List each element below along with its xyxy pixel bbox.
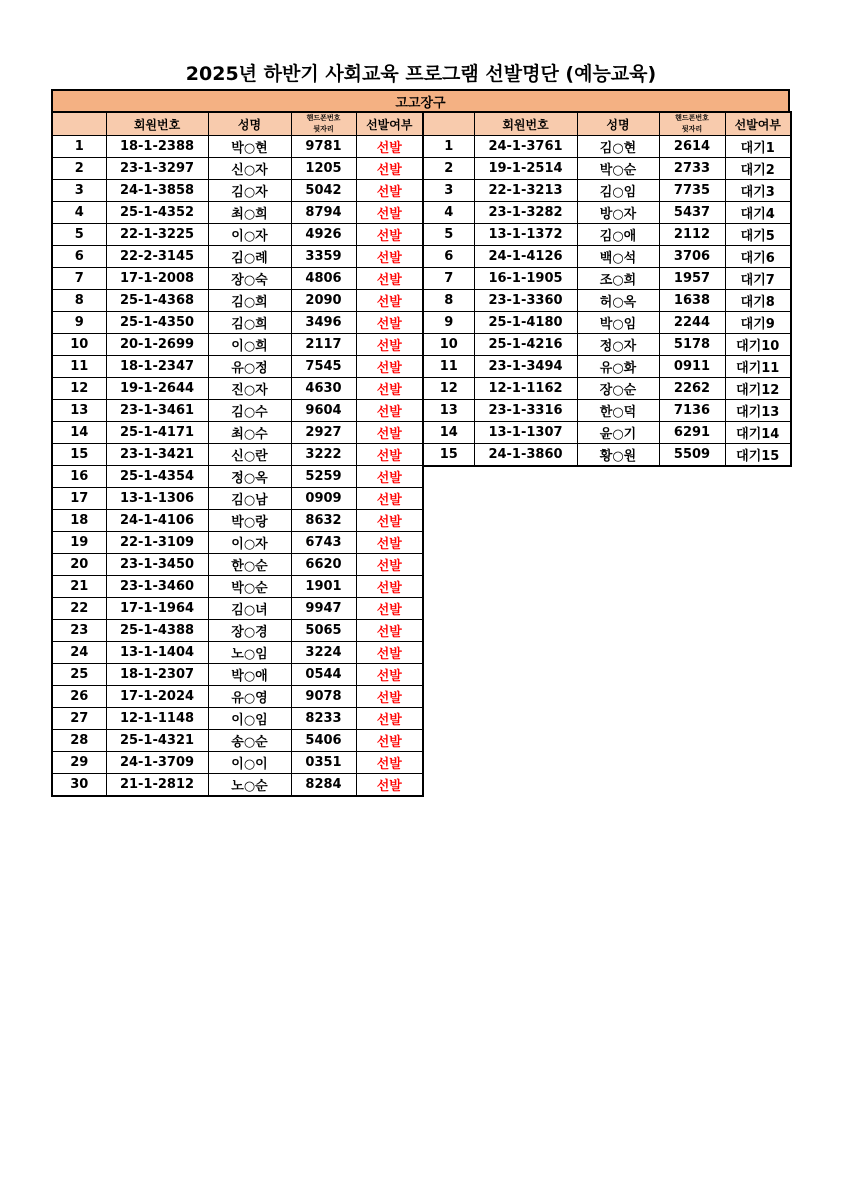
row-no: 27 — [52, 708, 106, 730]
selection-status: 선발 — [356, 620, 423, 642]
page-title: 2025년 하반기 사회교육 프로그램 선발명단 (예능교육) — [185, 63, 657, 85]
selection-status: 선발 — [356, 576, 423, 598]
selection-status: 선발 — [356, 400, 423, 422]
member-name: 노○순 — [208, 774, 291, 797]
member-number: 22-2-3145 — [106, 246, 208, 268]
selection-status: 선발 — [356, 356, 423, 378]
member-number: 25-1-4216 — [474, 334, 577, 356]
selection-status: 대기3 — [725, 180, 791, 202]
table-row — [52, 642, 423, 664]
member-number: 16-1-1905 — [474, 268, 577, 290]
row-no: 4 — [52, 202, 106, 224]
table-row — [423, 290, 791, 312]
phone-last-digits: 9947 — [291, 598, 356, 620]
selection-status: 선발 — [356, 642, 423, 664]
phone-last-digits: 0351 — [291, 752, 356, 774]
selection-status: 선발 — [356, 532, 423, 554]
waiting-rows — [423, 136, 791, 467]
selection-status: 선발 — [356, 378, 423, 400]
region-name: 고고장구 — [52, 90, 789, 113]
selection-status: 선발 — [356, 136, 423, 158]
member-name: 이○자 — [208, 224, 291, 246]
table-row — [423, 356, 791, 378]
member-number: 18-1-2347 — [106, 356, 208, 378]
member-number: 25-1-4352 — [106, 202, 208, 224]
member-name: 김○애 — [577, 224, 659, 246]
table-row — [52, 356, 423, 378]
table-row — [52, 664, 423, 686]
row-no: 12 — [423, 378, 474, 400]
phone-last-digits: 3359 — [291, 246, 356, 268]
member-name: 윤○기 — [577, 422, 659, 444]
table-header-row — [423, 112, 791, 136]
table-row — [423, 378, 791, 400]
header-status: 선발여부 — [356, 112, 423, 136]
row-no: 25 — [52, 664, 106, 686]
row-no: 19 — [52, 532, 106, 554]
table-row — [423, 202, 791, 224]
phone-last-digits: 7136 — [659, 400, 725, 422]
row-no: 7 — [52, 268, 106, 290]
phone-last-digits: 8284 — [291, 774, 356, 797]
member-name: 이○자 — [208, 532, 291, 554]
member-name: 조○희 — [577, 268, 659, 290]
selection-status: 대기8 — [725, 290, 791, 312]
member-number: 25-1-4354 — [106, 466, 208, 488]
row-no: 4 — [423, 202, 474, 224]
member-number: 20-1-2699 — [106, 334, 208, 356]
selection-status: 대기6 — [725, 246, 791, 268]
member-number: 22-1-3225 — [106, 224, 208, 246]
selection-status: 선발 — [356, 246, 423, 268]
header-name: 성명 — [208, 112, 291, 136]
table-row — [423, 400, 791, 422]
row-no: 30 — [52, 774, 106, 797]
table-row — [52, 532, 423, 554]
row-no: 15 — [423, 444, 474, 467]
table-row — [52, 334, 423, 356]
table-row — [52, 202, 423, 224]
member-number: 18-1-2388 — [106, 136, 208, 158]
member-name: 신○자 — [208, 158, 291, 180]
row-no: 2 — [423, 158, 474, 180]
row-no: 12 — [52, 378, 106, 400]
phone-last-digits: 9604 — [291, 400, 356, 422]
member-name: 유○영 — [208, 686, 291, 708]
table-row — [423, 136, 791, 158]
member-name: 장○순 — [577, 378, 659, 400]
member-number: 17-1-2008 — [106, 268, 208, 290]
phone-last-digits: 2733 — [659, 158, 725, 180]
member-number: 23-1-3297 — [106, 158, 208, 180]
member-number: 13-1-1307 — [474, 422, 577, 444]
row-no: 11 — [423, 356, 474, 378]
member-number: 24-1-4106 — [106, 510, 208, 532]
row-no: 10 — [423, 334, 474, 356]
table-row — [52, 158, 423, 180]
phone-last-digits: 0909 — [291, 488, 356, 510]
member-number: 13-1-1372 — [474, 224, 577, 246]
phone-last-digits: 3706 — [659, 246, 725, 268]
selection-status: 대기15 — [725, 444, 791, 467]
member-name: 노○임 — [208, 642, 291, 664]
row-no: 23 — [52, 620, 106, 642]
member-name: 한○덕 — [577, 400, 659, 422]
header-name: 성명 — [577, 112, 659, 136]
phone-last-digits: 5406 — [291, 730, 356, 752]
phone-last-digits: 1638 — [659, 290, 725, 312]
selection-status: 대기11 — [725, 356, 791, 378]
member-name: 유○정 — [208, 356, 291, 378]
selection-status: 선발 — [356, 290, 423, 312]
table-row — [423, 158, 791, 180]
row-no: 15 — [52, 444, 106, 466]
selection-status: 대기1 — [725, 136, 791, 158]
member-number: 23-1-3450 — [106, 554, 208, 576]
selection-status: 선발 — [356, 488, 423, 510]
member-number: 23-1-3316 — [474, 400, 577, 422]
selection-status: 선발 — [356, 510, 423, 532]
selection-status: 선발 — [356, 598, 423, 620]
phone-last-digits: 5509 — [659, 444, 725, 467]
member-number: 25-1-4388 — [106, 620, 208, 642]
header-status: 선발여부 — [725, 112, 791, 136]
selection-status: 선발 — [356, 180, 423, 202]
row-no: 14 — [423, 422, 474, 444]
table-row — [423, 180, 791, 202]
row-no: 8 — [52, 290, 106, 312]
table-row — [52, 180, 423, 202]
table-row — [52, 620, 423, 642]
member-name: 김○남 — [208, 488, 291, 510]
table-row — [423, 224, 791, 246]
member-number: 12-1-1148 — [106, 708, 208, 730]
header-phone-line1: 핸드폰번호 — [306, 114, 341, 122]
member-name: 진○자 — [208, 378, 291, 400]
member-name: 박○애 — [208, 664, 291, 686]
member-number: 24-1-3709 — [106, 752, 208, 774]
selection-status: 선발 — [356, 268, 423, 290]
phone-last-digits: 5042 — [291, 180, 356, 202]
selection-status: 선발 — [356, 554, 423, 576]
member-number: 23-1-3461 — [106, 400, 208, 422]
row-no: 5 — [52, 224, 106, 246]
phone-last-digits: 4630 — [291, 378, 356, 400]
table-row — [52, 576, 423, 598]
table-row — [52, 444, 423, 466]
table-row — [52, 554, 423, 576]
table-row — [52, 598, 423, 620]
phone-last-digits: 1205 — [291, 158, 356, 180]
member-number: 12-1-1162 — [474, 378, 577, 400]
selection-status: 대기7 — [725, 268, 791, 290]
selection-status: 선발 — [356, 664, 423, 686]
selection-status: 선발 — [356, 312, 423, 334]
member-number: 17-1-1964 — [106, 598, 208, 620]
table-row — [52, 224, 423, 246]
row-no: 9 — [423, 312, 474, 334]
member-number: 24-1-3858 — [106, 180, 208, 202]
row-no: 13 — [52, 400, 106, 422]
row-no: 24 — [52, 642, 106, 664]
row-no: 18 — [52, 510, 106, 532]
row-no: 10 — [52, 334, 106, 356]
phone-last-digits: 2244 — [659, 312, 725, 334]
member-name: 이○이 — [208, 752, 291, 774]
table-row — [423, 444, 791, 467]
phone-last-digits: 6620 — [291, 554, 356, 576]
member-number: 22-1-3109 — [106, 532, 208, 554]
member-name: 백○석 — [577, 246, 659, 268]
selection-status: 대기10 — [725, 334, 791, 356]
member-number: 13-1-1306 — [106, 488, 208, 510]
phone-last-digits: 1957 — [659, 268, 725, 290]
member-number: 25-1-4368 — [106, 290, 208, 312]
table-row — [52, 378, 423, 400]
member-name: 김○례 — [208, 246, 291, 268]
phone-last-digits: 4926 — [291, 224, 356, 246]
phone-last-digits: 5259 — [291, 466, 356, 488]
row-no: 17 — [52, 488, 106, 510]
member-name: 박○임 — [577, 312, 659, 334]
selection-status: 대기9 — [725, 312, 791, 334]
waiting-table — [422, 111, 792, 467]
table-row — [423, 334, 791, 356]
member-name: 정○자 — [577, 334, 659, 356]
row-no: 1 — [423, 136, 474, 158]
selected-table — [51, 111, 424, 797]
phone-last-digits: 2117 — [291, 334, 356, 356]
phone-last-digits: 9781 — [291, 136, 356, 158]
row-no: 5 — [423, 224, 474, 246]
member-name: 최○수 — [208, 422, 291, 444]
phone-last-digits: 2262 — [659, 378, 725, 400]
table-row — [52, 510, 423, 532]
header-phone — [291, 112, 356, 136]
member-name: 허○옥 — [577, 290, 659, 312]
member-name: 방○자 — [577, 202, 659, 224]
phone-last-digits: 8794 — [291, 202, 356, 224]
member-number: 13-1-1404 — [106, 642, 208, 664]
phone-last-digits: 8632 — [291, 510, 356, 532]
phone-last-digits: 4806 — [291, 268, 356, 290]
header-member-no: 회원번호 — [106, 112, 208, 136]
member-name: 송○순 — [208, 730, 291, 752]
member-name: 박○현 — [208, 136, 291, 158]
table-row — [52, 466, 423, 488]
member-name: 신○란 — [208, 444, 291, 466]
row-no: 14 — [52, 422, 106, 444]
row-no: 21 — [52, 576, 106, 598]
member-name: 한○순 — [208, 554, 291, 576]
member-name: 박○랑 — [208, 510, 291, 532]
phone-last-digits: 5065 — [291, 620, 356, 642]
phone-last-digits: 2927 — [291, 422, 356, 444]
member-name: 정○옥 — [208, 466, 291, 488]
phone-last-digits: 7545 — [291, 356, 356, 378]
row-no: 6 — [423, 246, 474, 268]
member-number: 19-1-2514 — [474, 158, 577, 180]
phone-last-digits: 6291 — [659, 422, 725, 444]
selection-status: 대기4 — [725, 202, 791, 224]
table-row — [52, 246, 423, 268]
member-name: 김○수 — [208, 400, 291, 422]
phone-last-digits: 5437 — [659, 202, 725, 224]
member-name: 장○숙 — [208, 268, 291, 290]
selection-status: 선발 — [356, 466, 423, 488]
member-number: 25-1-4180 — [474, 312, 577, 334]
table-row — [52, 752, 423, 774]
member-number: 25-1-4350 — [106, 312, 208, 334]
phone-last-digits: 3224 — [291, 642, 356, 664]
row-no: 2 — [52, 158, 106, 180]
phone-last-digits: 9078 — [291, 686, 356, 708]
phone-last-digits: 2090 — [291, 290, 356, 312]
phone-last-digits: 0911 — [659, 356, 725, 378]
table-row — [52, 400, 423, 422]
selection-status: 선발 — [356, 774, 423, 797]
selection-status: 선발 — [356, 202, 423, 224]
header-phone — [659, 112, 725, 136]
selection-status: 선발 — [356, 224, 423, 246]
table-row — [423, 422, 791, 444]
table-row — [52, 686, 423, 708]
member-number: 25-1-4321 — [106, 730, 208, 752]
selection-status: 선발 — [356, 730, 423, 752]
table-row — [423, 312, 791, 334]
table-row — [52, 708, 423, 730]
member-number: 23-1-3282 — [474, 202, 577, 224]
phone-last-digits: 2614 — [659, 136, 725, 158]
selection-status: 대기14 — [725, 422, 791, 444]
member-name: 이○희 — [208, 334, 291, 356]
selection-status: 선발 — [356, 708, 423, 730]
row-no: 1 — [52, 136, 106, 158]
phone-last-digits: 5178 — [659, 334, 725, 356]
member-number: 21-1-2812 — [106, 774, 208, 797]
member-name: 장○경 — [208, 620, 291, 642]
member-number: 24-1-4126 — [474, 246, 577, 268]
row-no: 13 — [423, 400, 474, 422]
row-no: 16 — [52, 466, 106, 488]
row-no: 11 — [52, 356, 106, 378]
selection-status: 대기12 — [725, 378, 791, 400]
member-name: 김○임 — [577, 180, 659, 202]
row-no: 7 — [423, 268, 474, 290]
row-no: 29 — [52, 752, 106, 774]
table-row — [52, 268, 423, 290]
table-row — [423, 246, 791, 268]
row-no: 9 — [52, 312, 106, 334]
row-no: 28 — [52, 730, 106, 752]
table-row — [423, 268, 791, 290]
table-row — [52, 422, 423, 444]
member-number: 24-1-3860 — [474, 444, 577, 467]
selection-status: 대기13 — [725, 400, 791, 422]
table-row — [52, 312, 423, 334]
row-no: 26 — [52, 686, 106, 708]
selection-status: 선발 — [356, 444, 423, 466]
table-row — [52, 136, 423, 158]
member-name: 최○희 — [208, 202, 291, 224]
member-number: 25-1-4171 — [106, 422, 208, 444]
selection-status: 선발 — [356, 334, 423, 356]
member-number: 19-1-2644 — [106, 378, 208, 400]
row-no: 20 — [52, 554, 106, 576]
member-number: 23-1-3421 — [106, 444, 208, 466]
selection-status: 선발 — [356, 752, 423, 774]
selection-status: 선발 — [356, 686, 423, 708]
member-name: 김○자 — [208, 180, 291, 202]
header-phone-line2: 뒷자리 — [681, 125, 703, 133]
phone-last-digits: 1901 — [291, 576, 356, 598]
header-no — [52, 112, 106, 136]
header-member-no: 회원번호 — [474, 112, 577, 136]
selection-status: 선발 — [356, 422, 423, 444]
phone-last-digits: 7735 — [659, 180, 725, 202]
member-name: 김○현 — [577, 136, 659, 158]
member-name: 박○순 — [577, 158, 659, 180]
member-number: 17-1-2024 — [106, 686, 208, 708]
selection-status: 대기2 — [725, 158, 791, 180]
member-number: 23-1-3460 — [106, 576, 208, 598]
header-no — [423, 112, 474, 136]
table-row — [52, 290, 423, 312]
member-number: 22-1-3213 — [474, 180, 577, 202]
header-phone-line1: 핸드폰번호 — [675, 114, 709, 122]
row-no: 22 — [52, 598, 106, 620]
table-row — [52, 774, 423, 797]
table-row — [52, 730, 423, 752]
member-name: 김○희 — [208, 312, 291, 334]
phone-last-digits: 3222 — [291, 444, 356, 466]
phone-last-digits: 0544 — [291, 664, 356, 686]
row-no: 3 — [52, 180, 106, 202]
member-name: 이○임 — [208, 708, 291, 730]
phone-last-digits: 8233 — [291, 708, 356, 730]
selection-status: 선발 — [356, 158, 423, 180]
member-name: 박○순 — [208, 576, 291, 598]
member-number: 18-1-2307 — [106, 664, 208, 686]
member-number: 23-1-3360 — [474, 290, 577, 312]
table-header-row — [52, 112, 423, 136]
member-name: 유○화 — [577, 356, 659, 378]
row-no: 3 — [423, 180, 474, 202]
phone-last-digits: 6743 — [291, 532, 356, 554]
member-number: 23-1-3494 — [474, 356, 577, 378]
table-row — [52, 488, 423, 510]
member-name: 김○녀 — [208, 598, 291, 620]
header-phone-line2: 뒷자리 — [313, 125, 334, 133]
member-name: 김○희 — [208, 290, 291, 312]
selected-rows — [52, 136, 423, 797]
phone-last-digits: 3496 — [291, 312, 356, 334]
phone-last-digits: 2112 — [659, 224, 725, 246]
row-no: 8 — [423, 290, 474, 312]
selection-status: 대기5 — [725, 224, 791, 246]
member-name: 황○원 — [577, 444, 659, 467]
row-no: 6 — [52, 246, 106, 268]
member-number: 24-1-3761 — [474, 136, 577, 158]
